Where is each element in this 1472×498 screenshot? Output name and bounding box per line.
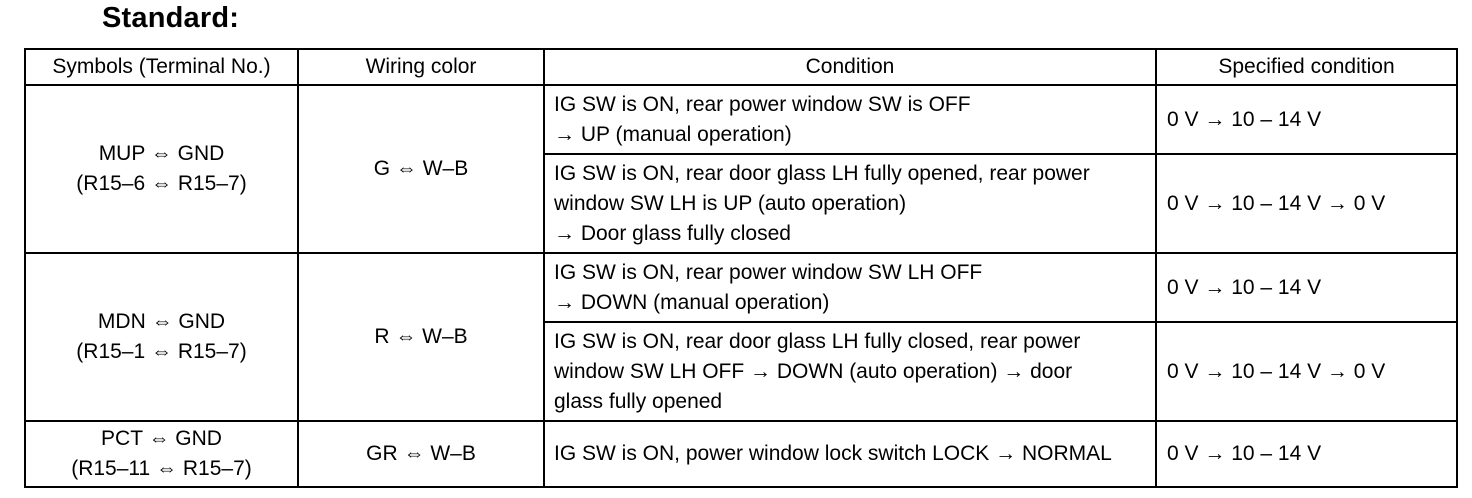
condition-line: IG SW is ON, rear power window SW LH OFF (554, 260, 983, 284)
wiring-color-cell: GR ⇔ W–B (298, 421, 544, 487)
terminal-text: (R15–6 ⇔ R15–7) (76, 172, 247, 195)
specified-condition-cell: 0 V → 10 – 14 V → 0 V (1156, 322, 1457, 421)
condition-line: IG SW is ON, power window lock switch LOCK → NORMAL (554, 442, 1112, 465)
table-row (25, 421, 1457, 487)
column-header-wiring-color: Wiring color (298, 49, 544, 85)
condition-cell (544, 253, 1156, 322)
column-header-condition: Condition (544, 49, 1156, 85)
condition-line: glass fully opened (554, 389, 723, 413)
symbol-cell (25, 421, 298, 487)
condition-cell (544, 322, 1156, 421)
terminal-text: (R15–11 ⇔ R15–7) (71, 457, 252, 480)
terminal-text: (R15–1 ⇔ R15–7) (76, 340, 247, 363)
condition-line: IG SW is ON, rear door glass LH fully closed, rear power (554, 329, 1081, 353)
condition-cell (544, 154, 1156, 253)
condition-line: → UP (manual operation) (554, 122, 792, 146)
condition-line: IG SW is ON, rear door glass LH fully opened, rear power (554, 161, 1090, 185)
specified-condition-cell: 0 V → 10 – 14 V → 0 V (1156, 154, 1457, 253)
standard-table (24, 48, 1458, 488)
specified-condition-cell: 0 V → 10 – 14 V (1156, 85, 1457, 154)
table-header-row (25, 49, 1457, 85)
column-header-specified-condition: Specified condition (1156, 49, 1457, 85)
table-row (25, 85, 1457, 154)
page-title: Standard: (102, 2, 240, 34)
column-header-symbols: Symbols (Terminal No.) (25, 49, 298, 85)
symbol-cell (25, 253, 298, 421)
specified-condition-cell: 0 V → 10 – 14 V (1156, 253, 1457, 322)
symbol-text: PCT ⇔ GND (101, 427, 222, 450)
wiring-color-cell: G ⇔ W–B (298, 85, 544, 253)
condition-line: window SW LH OFF → DOWN (auto operation) → door (554, 359, 1073, 383)
condition-line: IG SW is ON, rear power window SW is OFF (554, 92, 971, 116)
condition-cell (544, 421, 1156, 487)
specified-condition-cell: 0 V → 10 – 14 V (1156, 421, 1457, 487)
symbol-text: MUP ⇔ GND (98, 142, 225, 165)
condition-line: → DOWN (manual operation) (554, 290, 830, 314)
symbol-text: MDN ⇔ GND (97, 310, 226, 333)
condition-cell (544, 85, 1156, 154)
condition-line: window SW LH is UP (auto operation) (554, 191, 907, 215)
wiring-color-cell: R ⇔ W–B (298, 253, 544, 421)
table-row (25, 253, 1457, 322)
symbol-cell (25, 85, 298, 253)
condition-line: → Door glass fully closed (554, 221, 791, 245)
